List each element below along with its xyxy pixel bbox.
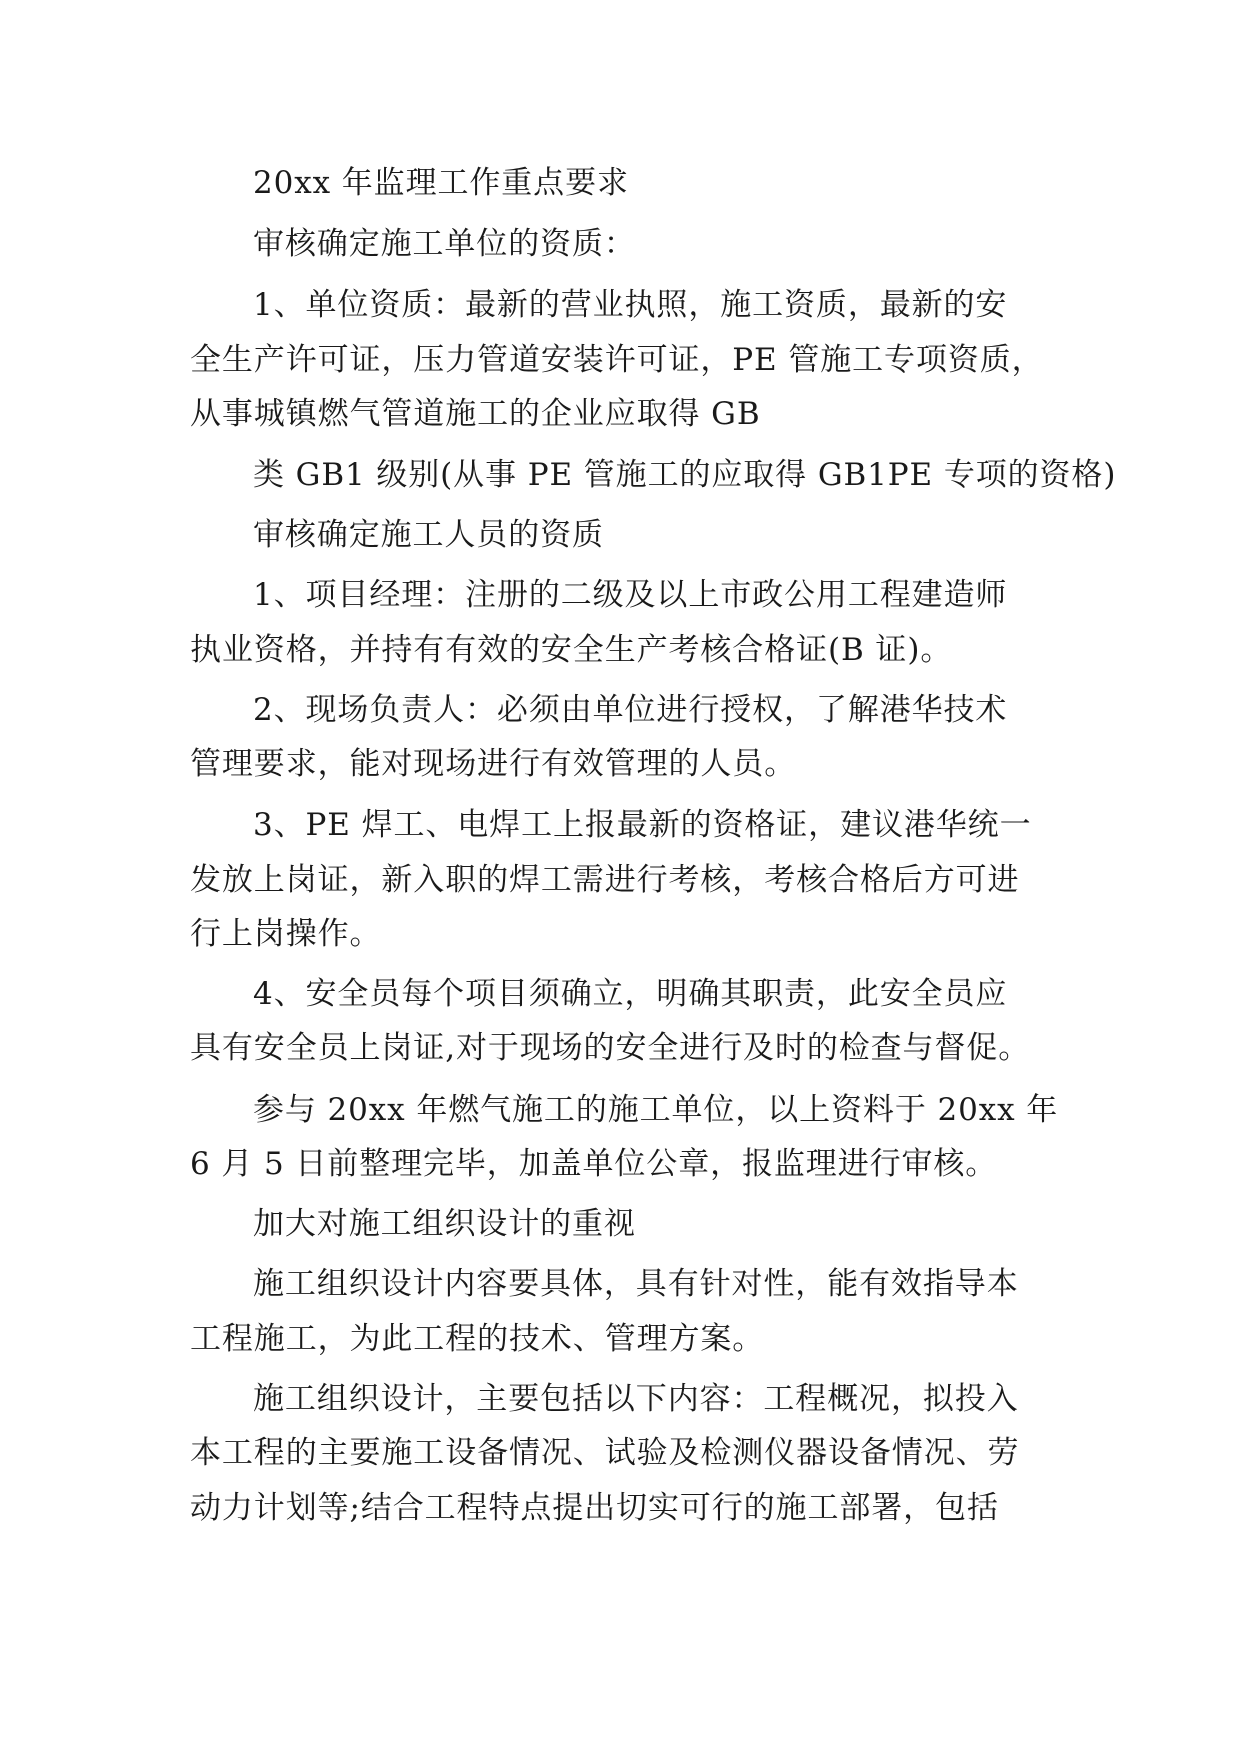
paragraph-line: 本工程的主要施工设备情况、试验及检测仪器设备情况、劳 bbox=[190, 1435, 1020, 1471]
section-heading: 审核确定施工人员的资质 bbox=[253, 517, 604, 553]
paragraph-line: 6 月 5 日前整理完毕，加盖单位公章，报监理进行审核。 bbox=[190, 1146, 998, 1182]
paragraph-line: 动力计划等;结合工程特点提出切实可行的施工部署，包括 bbox=[190, 1490, 999, 1526]
paragraph-line: 施工组织设计内容要具体，具有针对性，能有效指导本 bbox=[253, 1266, 1019, 1302]
paragraph-line: 1、单位资质：最新的营业执照，施工资质，最新的安 bbox=[253, 287, 1008, 323]
doc-title: 20xx 年监理工作重点要求 bbox=[253, 165, 629, 201]
paragraph-line: 1、项目经理：注册的二级及以上市政公用工程建造师 bbox=[253, 577, 1008, 613]
paragraph-line: 全生产许可证，压力管道安装许可证，PE 管施工专项资质， bbox=[190, 342, 1044, 378]
section-heading: 审核确定施工单位的资质： bbox=[253, 226, 636, 262]
paragraph-line: 行上岗操作。 bbox=[190, 916, 382, 952]
paragraph-line: 4、安全员每个项目须确立，明确其职责，此安全员应 bbox=[253, 976, 1008, 1012]
paragraph-line: 类 GB1 级别(从事 PE 管施工的应取得 GB1PE 专项的资格) bbox=[253, 457, 1117, 493]
paragraph-line: 具有安全员上岗证,对于现场的安全进行及时的检查与督促。 bbox=[190, 1030, 1031, 1066]
paragraph-line: 施工组织设计，主要包括以下内容：工程概况，拟投入 bbox=[253, 1381, 1019, 1417]
paragraph-line: 执业资格，并持有有效的安全生产考核合格证(B 证)。 bbox=[190, 632, 953, 668]
paragraph-line: 参与 20xx 年燃气施工的施工单位，以上资料于 20xx 年 bbox=[253, 1092, 1059, 1128]
paragraph-line: 2、现场负责人：必须由单位进行授权，了解港华技术 bbox=[253, 692, 1008, 728]
paragraph-line: 3、PE 焊工、电焊工上报最新的资格证，建议港华统一 bbox=[253, 807, 1032, 843]
section-heading: 加大对施工组织设计的重视 bbox=[253, 1206, 636, 1242]
paragraph-line: 从事城镇燃气管道施工的企业应取得 GB bbox=[190, 396, 761, 432]
paragraph-line: 发放上岗证，新入职的焊工需进行考核，考核合格后方可进 bbox=[190, 862, 1020, 898]
paragraph-line: 管理要求，能对现场进行有效管理的人员。 bbox=[190, 746, 797, 782]
paragraph-line: 工程施工，为此工程的技术、管理方案。 bbox=[190, 1321, 765, 1357]
